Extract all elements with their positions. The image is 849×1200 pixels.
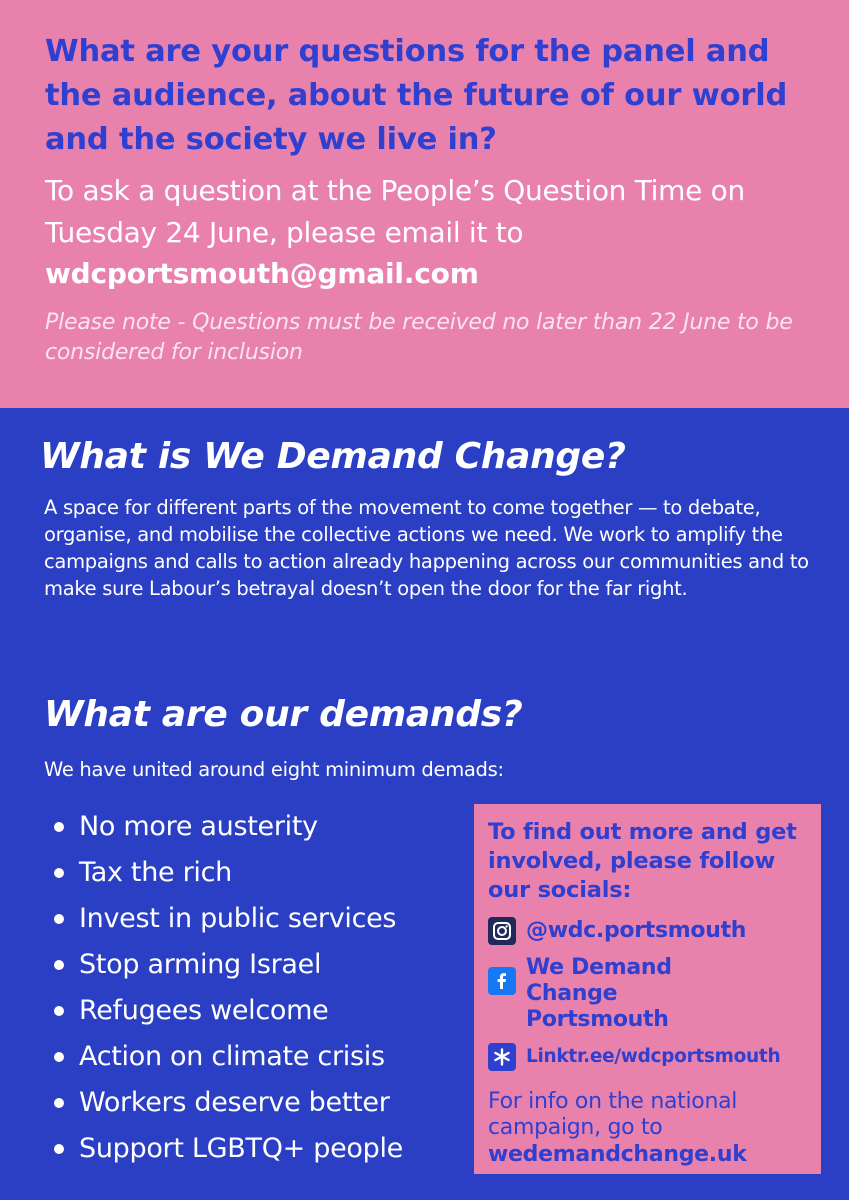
about-heading: What is We Demand Change?: [40, 436, 626, 477]
demands-heading: What are our demands?: [44, 694, 523, 735]
bullet-icon: [54, 1052, 64, 1062]
questions-heading: What are your questions for the panel and the audience, about the future of our world and the society we live in?: [45, 34, 788, 157]
bullet-icon: [54, 1098, 64, 1108]
demand-text: Support LGBTQ+ people: [79, 1133, 403, 1164]
linktree-url: Linktr.ee/wdcportsmouth: [526, 1046, 781, 1067]
list-item: [54, 896, 403, 942]
list-item: [54, 850, 403, 896]
instagram-link[interactable]: [488, 917, 809, 945]
deadline-note: Please note - Questions must be received no later than 22 June to be considered for inclusion: [45, 310, 793, 365]
instagram-icon: [488, 917, 516, 945]
demand-text: Stop arming Israel: [79, 949, 322, 980]
bullet-icon: [54, 1006, 64, 1016]
questions-instructions: To ask a question at the People’s Question Time on Tuesday 24 June, please email it to: [45, 174, 745, 249]
bullet-icon: [54, 960, 64, 970]
list-item: [54, 804, 403, 850]
demands-list: [54, 804, 403, 1172]
demand-text: Workers deserve better: [79, 1087, 390, 1118]
list-item: [54, 988, 403, 1034]
bullet-icon: [54, 868, 64, 878]
facebook-page-name: We Demand Change Portsmouth: [526, 955, 672, 1032]
socials-box: [474, 804, 821, 1174]
list-item: [54, 1034, 403, 1080]
socials-heading: To find out more and get involved, please follow our socials:: [488, 819, 797, 903]
bullet-icon: [54, 914, 64, 924]
list-item: [54, 942, 403, 988]
list-item: [54, 1126, 403, 1172]
national-campaign-link[interactable]: wedemandchange.uk: [488, 1142, 747, 1167]
instagram-handle: @wdc.portsmouth: [526, 918, 747, 943]
national-campaign-text: For info on the national campaign, go to: [488, 1089, 738, 1140]
contact-email[interactable]: wdcportsmouth@gmail.com: [45, 257, 479, 290]
demand-text: Tax the rich: [79, 857, 232, 888]
questions-section: [0, 0, 849, 408]
demands-intro: We have united around eight minimum demads:: [44, 758, 504, 781]
facebook-icon: [488, 967, 516, 995]
linktree-link[interactable]: [488, 1043, 809, 1071]
demand-text: No more austerity: [79, 811, 318, 842]
info-section: [0, 408, 849, 1200]
demand-text: Action on climate crisis: [79, 1041, 385, 1072]
demand-text: Refugees welcome: [79, 995, 329, 1026]
list-item: [54, 1080, 403, 1126]
linktree-icon: [488, 1043, 516, 1071]
about-text: A space for different parts of the movement to come together — to debate, organise, and mobilise the collective actions we need. We work to amplify the campaigns and calls to action already happening across our communities and to make sure Labour’s betrayal doesn’t open the door for the far right.: [44, 496, 809, 600]
demand-text: Invest in public services: [79, 903, 397, 934]
facebook-link[interactable]: [488, 955, 809, 1033]
bullet-icon: [54, 1144, 64, 1154]
bullet-icon: [54, 822, 64, 832]
